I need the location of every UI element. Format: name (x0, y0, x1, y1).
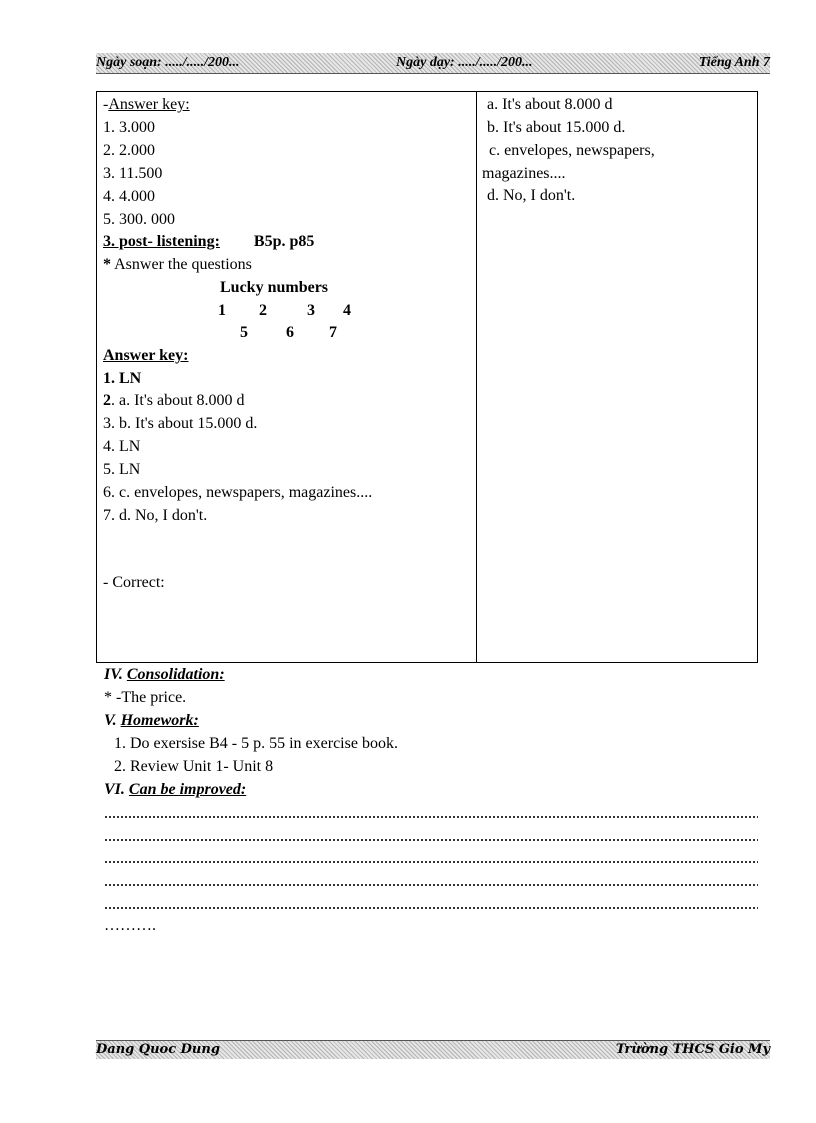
homework-heading (104, 710, 199, 732)
post-listening-ref: B5p. p85 (253, 233, 315, 250)
section-numeral: IV. (104, 666, 123, 683)
school-name: Trừờng THCS Gio My (615, 1042, 770, 1057)
homework-item: 1. Do exersise B4 - 5 p. 55 in exercise book. (114, 735, 398, 752)
key-item: 7. d. No, I don't. (103, 507, 208, 524)
subject-title: Tiếng Anh 7 (698, 55, 770, 70)
lucky-numbers-title: Lucky numbers (220, 279, 329, 296)
section-title: Can be improved: (128, 781, 247, 798)
answer-c-line2: magazines.... (482, 165, 566, 182)
lesson-table (96, 91, 758, 663)
answer-line: 5. 300. 000 (103, 211, 175, 228)
section-numeral: VI. (104, 781, 125, 798)
teach-date: Ngày dạy: ...../...../200... (396, 55, 533, 70)
lucky-number: 6 (286, 324, 294, 341)
dotted-line (104, 906, 758, 910)
key-item: 4. LN (103, 438, 141, 455)
key-item (103, 390, 245, 412)
key-item-number: 2 (103, 392, 111, 409)
answer-d: d. No, I don't. (487, 187, 576, 204)
bullet-star: * (103, 256, 111, 273)
dotted-line (104, 838, 758, 842)
key-item: 1. LN (103, 370, 142, 387)
lucky-number: 5 (240, 324, 248, 341)
key-item-text: . a. It's about 8.000 d (111, 392, 245, 409)
post-listening-heading (103, 231, 314, 253)
page-footer (96, 1040, 770, 1059)
lucky-number: 4 (343, 302, 351, 319)
improved-heading (104, 779, 246, 801)
answer-c-line1: c. envelopes, newspapers, (489, 142, 655, 159)
questions-instruction (103, 254, 252, 276)
lucky-number: 7 (329, 324, 337, 341)
lucky-number: 3 (307, 302, 315, 319)
author-name: Dang Quoc Dung (96, 1042, 220, 1057)
answer-key2-heading: Answer key: (103, 347, 189, 364)
dotted-line (104, 860, 758, 864)
questions-text: Asnwer the questions (114, 256, 252, 273)
answer-b: b. It's about 15.000 d. (487, 119, 626, 136)
answer-key-prefix: - (103, 96, 109, 113)
dotted-line (104, 815, 758, 819)
consolidation-item: * -The price. (104, 689, 187, 706)
key-item: 5. LN (103, 461, 141, 478)
table-left-column (97, 92, 477, 662)
post-listening-label: 3. post- listening: (103, 233, 220, 250)
page-header (96, 53, 770, 74)
consolidation-heading (104, 664, 225, 686)
answer-line: 1. 3.000 (103, 119, 155, 136)
section-numeral: V. (104, 712, 117, 729)
section-title: Homework: (120, 712, 199, 729)
answer-line: 4. 4.000 (103, 188, 155, 205)
answer-key-heading (103, 94, 190, 116)
dotted-line (104, 883, 758, 887)
key-item: 3. b. It's about 15.000 d. (103, 415, 258, 432)
key-item: 6. c. envelopes, newspapers, magazines.... (103, 484, 373, 501)
prep-date: Ngày soạn: ...../...../200... (96, 55, 240, 70)
answer-a: a. It's about 8.000 d (487, 96, 613, 113)
homework-item: 2. Review Unit 1- Unit 8 (114, 758, 274, 775)
answer-line: 3. 11.500 (103, 165, 163, 182)
lucky-number: 1 (218, 302, 226, 319)
answer-key-label: Answer key: (108, 96, 190, 113)
correct-label: - Correct: (103, 574, 165, 591)
lucky-number: 2 (259, 302, 267, 319)
dotted-line-tail: ………. (104, 917, 156, 934)
table-right-column (477, 92, 757, 662)
answer-line: 2. 2.000 (103, 142, 155, 159)
section-title: Consolidation: (126, 666, 225, 683)
